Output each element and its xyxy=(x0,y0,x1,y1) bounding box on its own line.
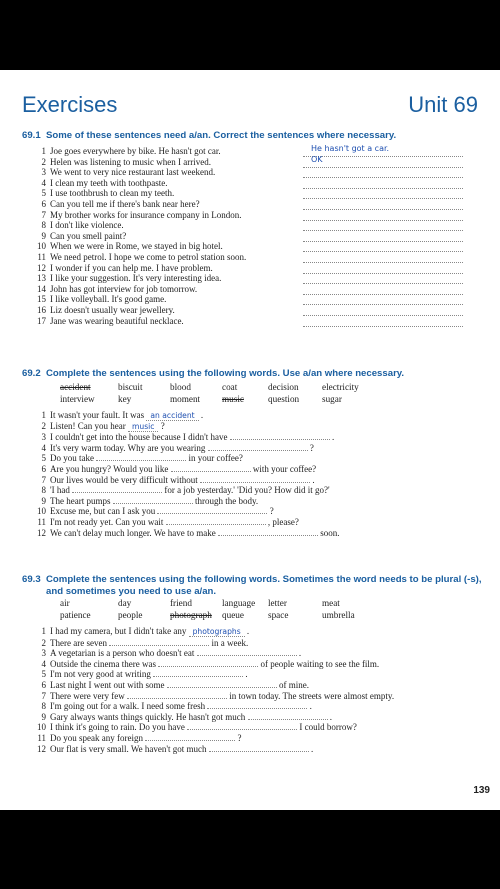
item-text-after: , please? xyxy=(265,516,299,527)
answer-blank[interactable] xyxy=(166,516,266,525)
item-text-before: Are you hungry? Would you like xyxy=(50,463,171,474)
item-number: 14 xyxy=(37,283,46,294)
item-sentence: My brother works for insurance company in London. xyxy=(50,209,242,220)
item-text-after: . xyxy=(307,701,312,712)
answer-line[interactable] xyxy=(303,252,463,263)
item-text-before: Last night I went out with some xyxy=(50,679,167,690)
item-text-before: Do you take xyxy=(50,453,97,464)
answer-blank[interactable] xyxy=(145,732,235,741)
item-text-after: through the body. xyxy=(192,495,259,506)
word-option: umbrella xyxy=(322,610,355,620)
word-option: decision xyxy=(268,382,299,392)
answer-line[interactable] xyxy=(303,220,463,231)
exercise-item xyxy=(30,305,470,316)
item-number: 5 xyxy=(41,188,46,199)
exercise-item xyxy=(30,668,470,679)
exercise-69-1-title: 69.1 Some of these sentences need a/an. Correct the sentences where necessary. xyxy=(22,130,397,141)
item-text-before: Gary always wants things quickly. He hasn't got much xyxy=(50,711,248,722)
answer-line[interactable] xyxy=(303,294,463,305)
item-number: 7 xyxy=(41,690,46,701)
item-sentence: Joe goes everywhere by bike. He hasn't got car. xyxy=(50,146,221,156)
item-text-after: for a job yesterday.' 'Did you? How did it go?' xyxy=(162,485,330,496)
answer-blank[interactable] xyxy=(127,690,227,699)
item-number: 11 xyxy=(37,251,46,262)
exercise-item xyxy=(30,231,470,242)
item-sentence: When we were in Rome, we stayed in big hotel. xyxy=(50,241,223,252)
exercise-item xyxy=(30,294,470,305)
item-text-after: I could borrow? xyxy=(297,722,357,733)
item-text-after: ? xyxy=(267,506,274,517)
answer-blank[interactable] xyxy=(209,743,309,752)
exercise-item xyxy=(30,146,470,157)
item-sentence: Helen was listening to music when I arrived. xyxy=(50,156,211,167)
exercise-item xyxy=(30,721,470,732)
item-number: 3 xyxy=(41,432,46,443)
exercise-69-2-title: 69.2 Complete the sentences using the following words. Use a/an where necessary. xyxy=(22,368,405,379)
handwritten-answer[interactable]: photographs xyxy=(189,627,245,637)
exercise-item xyxy=(30,241,470,252)
word-option: friend xyxy=(170,598,192,608)
item-text-before: I think it's going to rain. Do you have xyxy=(50,722,188,733)
exercise-item xyxy=(30,527,470,538)
answer-blank[interactable] xyxy=(157,505,267,514)
exercise-item xyxy=(30,178,470,189)
worksheet-page xyxy=(0,70,500,810)
exercise-item xyxy=(30,700,470,711)
answer-line[interactable] xyxy=(303,146,463,157)
item-number: 2 xyxy=(41,637,46,648)
item-number: 11 xyxy=(37,516,46,527)
answer-blank[interactable] xyxy=(218,527,318,536)
word-option: patience xyxy=(60,610,91,620)
handwritten-answer: He hasn't got a car. xyxy=(311,144,390,153)
answer-line[interactable] xyxy=(303,154,463,168)
item-text-after: soon. xyxy=(317,527,340,538)
item-number: 10 xyxy=(37,506,46,517)
answer-line[interactable] xyxy=(303,199,463,210)
item-number: 15 xyxy=(37,294,46,305)
exercise-69-3-list xyxy=(30,626,470,753)
exercise-item xyxy=(30,516,470,527)
answer-blank[interactable] xyxy=(113,495,193,504)
exercise-item xyxy=(30,421,470,432)
item-text-before: I'm not ready yet. Can you wait xyxy=(50,516,166,527)
word-option: photograph xyxy=(170,610,212,620)
answer-blank[interactable] xyxy=(197,647,297,656)
item-number: 1 xyxy=(41,146,46,156)
item-number: 9 xyxy=(41,495,46,506)
answer-blank[interactable] xyxy=(208,442,308,451)
word-option: air xyxy=(60,598,70,608)
exercise-item xyxy=(30,626,470,637)
word-option: space xyxy=(268,610,289,620)
item-text-before: 'I had xyxy=(50,485,73,496)
item-text-after: in town today. The streets were almost empty. xyxy=(226,690,395,701)
unit-label: Unit 69 xyxy=(408,92,478,117)
item-sentence: I use toothbrush to clean my teeth. xyxy=(50,188,175,199)
item-number: 5 xyxy=(41,669,46,680)
item-text-after: . xyxy=(296,648,302,659)
exercise-item xyxy=(30,690,470,701)
item-text-after: . xyxy=(310,474,315,485)
exercise-item xyxy=(30,484,470,495)
item-text-before: I couldn't get into the house because I didn't have xyxy=(50,432,230,443)
item-number: 2 xyxy=(41,156,46,167)
answer-blank[interactable] xyxy=(109,637,209,646)
answer-line[interactable] xyxy=(303,210,463,221)
item-text-before: Outside the cinema there was xyxy=(50,658,159,669)
word-option: question xyxy=(268,394,300,404)
item-number: 16 xyxy=(37,304,46,315)
item-number: 12 xyxy=(37,527,46,538)
item-text-after: . xyxy=(244,626,250,636)
exercise-item xyxy=(30,743,470,754)
item-text-after: . xyxy=(198,410,204,420)
item-number: 12 xyxy=(37,262,46,273)
answer-line[interactable] xyxy=(303,273,463,284)
exercise-item xyxy=(30,154,470,168)
item-number: 8 xyxy=(41,701,46,712)
exercise-item xyxy=(30,431,470,442)
answer-line[interactable] xyxy=(303,188,463,199)
exercise-item xyxy=(30,658,470,669)
exercise-item xyxy=(30,452,470,463)
item-text-before: There are seven xyxy=(50,637,110,648)
item-number: 4 xyxy=(41,177,46,188)
item-number: 6 xyxy=(41,679,46,690)
exercise-69-3-title: 69.3 Complete the sentences using the following words. Sometimes the word needs to be plural (-s), and sometimes you need to use a/an. xyxy=(22,574,482,597)
word-option: electricity xyxy=(322,382,359,392)
item-text-after: . xyxy=(327,711,333,722)
handwritten-answer: OK xyxy=(311,154,323,164)
answer-blank[interactable] xyxy=(200,474,310,483)
item-text-after: of people waiting to see the film. xyxy=(258,658,380,669)
exercise-item xyxy=(30,188,470,199)
answer-line[interactable] xyxy=(303,263,463,274)
exercise-item xyxy=(30,220,470,231)
item-sentence: John has got interview for job tomorrow. xyxy=(50,283,198,294)
item-sentence: Liz doesn't usually wear jewellery. xyxy=(50,304,175,315)
item-text-after: with your coffee? xyxy=(250,463,317,474)
item-number: 12 xyxy=(37,743,46,754)
item-text-after: . xyxy=(308,743,314,754)
item-text-before: I'm going out for a walk. I need some fresh xyxy=(50,701,208,712)
word-option: accident xyxy=(60,382,91,392)
item-text-after: ? xyxy=(158,420,165,431)
item-sentence: We went to very nice restaurant last weekend. xyxy=(50,167,216,178)
answer-blank[interactable] xyxy=(187,721,297,730)
exercise-item xyxy=(30,316,470,327)
answer-blank[interactable] xyxy=(158,658,258,667)
answer-line[interactable] xyxy=(303,167,463,178)
word-option: meat xyxy=(322,598,340,608)
answer-blank[interactable] xyxy=(167,679,277,688)
item-number: 4 xyxy=(41,658,46,669)
item-number: 10 xyxy=(37,241,46,252)
answer-line[interactable] xyxy=(303,178,463,189)
answer-blank[interactable] xyxy=(207,700,307,709)
exercise-item xyxy=(30,284,470,295)
item-text-before: Our flat is very small. We haven't got much xyxy=(50,743,209,754)
word-option: key xyxy=(118,394,132,404)
word-option: moment xyxy=(170,394,201,404)
item-number: 5 xyxy=(41,453,46,464)
item-sentence: I like volleyball. It's good game. xyxy=(50,294,167,305)
answer-blank[interactable] xyxy=(230,431,330,440)
item-text-before: Excuse me, but can I ask you xyxy=(50,506,158,517)
item-text-after: . xyxy=(243,669,248,680)
item-text-after: ? xyxy=(235,732,242,743)
item-text-before: Our lives would be very difficult without xyxy=(50,474,201,485)
item-text-after: in your coffee? xyxy=(186,453,243,464)
exercise-item xyxy=(30,505,470,516)
exercise-item xyxy=(30,263,470,274)
item-number: 6 xyxy=(41,463,46,474)
item-sentence: Can you tell me if there's bank near here? xyxy=(50,198,200,209)
answer-blank[interactable] xyxy=(96,452,186,461)
item-number: 2 xyxy=(41,420,46,431)
word-option: day xyxy=(118,598,132,608)
item-text-before: A vegetarian is a person who doesn't eat xyxy=(50,648,197,659)
item-number: 1 xyxy=(41,626,46,636)
exercise-item xyxy=(30,679,470,690)
item-number: 7 xyxy=(41,474,46,485)
item-text-after: ? xyxy=(307,442,314,453)
answer-line[interactable] xyxy=(303,316,463,327)
item-text-before: Listen! Can you hear xyxy=(50,420,128,431)
item-sentence: We need petrol. I hope we come to petrol station soon. xyxy=(50,251,247,262)
item-sentence: I wonder if you can help me. I have problem. xyxy=(50,262,213,273)
exercise-item xyxy=(30,647,470,658)
item-text-after: . xyxy=(329,432,335,443)
handwritten-answer[interactable]: an accident xyxy=(146,411,198,421)
answer-line[interactable] xyxy=(303,305,463,316)
answer-blank[interactable] xyxy=(153,668,243,677)
exercise-item xyxy=(30,732,470,743)
item-number: 8 xyxy=(41,485,46,496)
word-option: coat xyxy=(222,382,238,392)
exercise-item xyxy=(30,210,470,221)
item-sentence: I clean my teeth with toothpaste. xyxy=(50,177,168,188)
answer-line[interactable] xyxy=(303,284,463,295)
word-option: people xyxy=(118,610,143,620)
item-text-before: I had my camera, but I didn't take any xyxy=(50,626,189,636)
word-option: music xyxy=(222,394,244,404)
exercise-69-1-list xyxy=(30,146,470,326)
item-number: 1 xyxy=(41,410,46,420)
word-option: queue xyxy=(222,610,244,620)
answer-blank[interactable] xyxy=(171,463,251,472)
exercise-item xyxy=(30,273,470,284)
item-number: 6 xyxy=(41,198,46,209)
item-text-after: in a week. xyxy=(209,637,249,648)
exercise-item xyxy=(30,442,470,453)
item-text-before: It wasn't your fault. It was xyxy=(50,410,147,420)
item-number: 13 xyxy=(37,273,46,284)
exercise-item xyxy=(30,474,470,485)
exercise-item xyxy=(30,199,470,210)
item-number: 8 xyxy=(41,220,46,231)
exercise-item xyxy=(30,637,470,648)
word-option: biscuit xyxy=(118,382,143,392)
handwritten-answer[interactable]: music xyxy=(128,422,158,432)
item-text-before: I'm not very good at writing xyxy=(50,669,154,680)
exercise-item xyxy=(30,711,470,722)
answer-blank[interactable] xyxy=(72,484,162,493)
answer-blank[interactable] xyxy=(248,711,328,720)
exercise-item xyxy=(30,495,470,506)
item-text-before: The heart pumps xyxy=(50,495,113,506)
word-option: interview xyxy=(60,394,95,404)
exercise-item xyxy=(30,252,470,263)
exercise-item xyxy=(30,463,470,474)
exercise-69-2-list xyxy=(30,410,470,537)
answer-line[interactable] xyxy=(303,231,463,242)
item-number: 10 xyxy=(37,722,46,733)
item-text-before: There were very few xyxy=(50,690,127,701)
word-option: blood xyxy=(170,382,191,392)
page-title: Exercises xyxy=(22,92,118,117)
word-option: letter xyxy=(268,598,287,608)
item-number: 3 xyxy=(41,167,46,178)
item-number: 11 xyxy=(37,732,46,743)
item-sentence: Can you smell paint? xyxy=(50,230,127,241)
page-number: 139 xyxy=(473,785,490,796)
exercise-item xyxy=(30,167,470,178)
word-option: language xyxy=(222,598,256,608)
word-option: sugar xyxy=(322,394,342,404)
item-number: 9 xyxy=(41,230,46,241)
item-number: 4 xyxy=(41,442,46,453)
answer-line[interactable] xyxy=(303,241,463,252)
item-number: 3 xyxy=(41,648,46,659)
item-text-before: We can't delay much longer. We have to make xyxy=(50,527,218,538)
item-sentence: Jane was wearing beautiful necklace. xyxy=(50,315,184,326)
item-sentence: I like your suggestion. It's very interesting idea. xyxy=(50,273,222,284)
item-sentence: I don't like violence. xyxy=(50,220,124,231)
item-number: 17 xyxy=(37,315,46,326)
exercise-item xyxy=(30,410,470,421)
item-text-before: It's very warm today. Why are you wearing xyxy=(50,442,208,453)
item-text-after: of mine. xyxy=(276,679,309,690)
item-number: 7 xyxy=(41,209,46,220)
item-number: 9 xyxy=(41,711,46,722)
item-text-before: Do you speak any foreign xyxy=(50,732,146,743)
